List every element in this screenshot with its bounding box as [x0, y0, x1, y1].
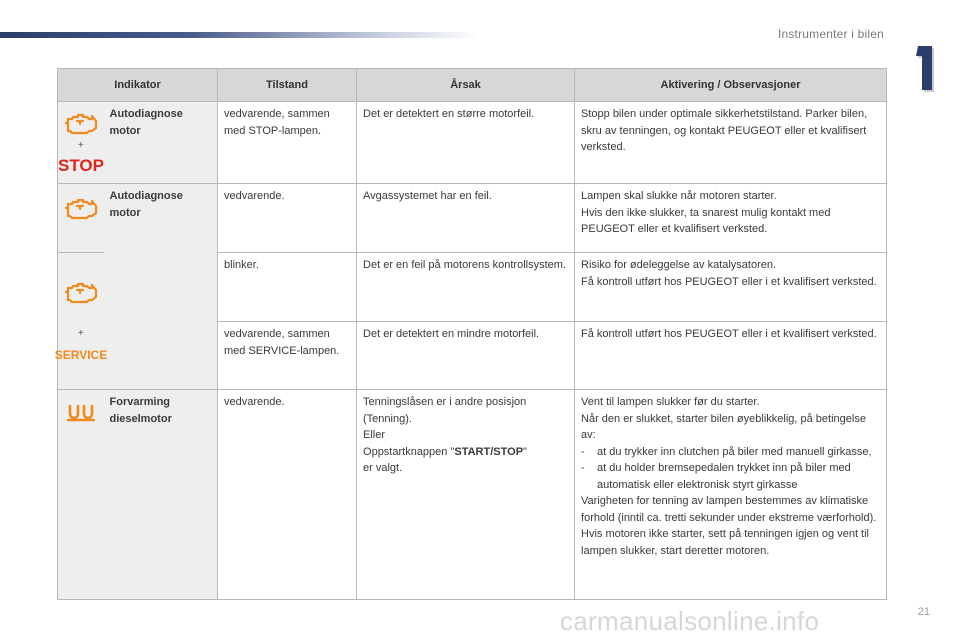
- preheat-coil-icon: [66, 404, 96, 422]
- table-row: [58, 184, 887, 253]
- indicator-icon-cell: [54, 253, 107, 390]
- action-line: Risiko for ødeleggelse av katalysatoren.: [581, 259, 777, 271]
- cause-line: er valgt.: [363, 462, 403, 474]
- list-item: [581, 460, 880, 493]
- action-line: Hvis den ikke slukker, ta snarest mulig kontakt med PEUGEOT eller et kvalifisert verksted.: [581, 206, 831, 235]
- chapter-number: [908, 44, 948, 92]
- cause-cell: Det er detektert en mindre motorfeil.: [357, 322, 575, 390]
- column-header-arsak: Årsak: [357, 69, 575, 102]
- action-line: Vent til lampen slukker før du starter.: [581, 396, 760, 408]
- indicator-name: Autodiagnose motor: [104, 184, 218, 390]
- action-line: Når den er slukket, starter bilen øyeblikkelig, på betingelse av:: [581, 412, 866, 441]
- action-line: Hvis motoren ikke starter, sett på tenningen igjen og vent til lampen slukker, start deretter motoren.: [581, 528, 870, 557]
- plus-sign: +: [77, 328, 84, 339]
- service-icon: [54, 346, 107, 362]
- indicator-name: Forvarming dieselmotor: [104, 390, 218, 600]
- table-header-row: [58, 69, 887, 102]
- action-cell: Få kontroll utført hos PEUGEOT eller i et kvalifisert verksted.: [575, 322, 887, 390]
- action-line: Lampen skal slukke når motoren starter.: [581, 190, 777, 202]
- stop-icon: [57, 155, 104, 175]
- list-item-text: at du trykker inn clutchen på biler med manuell girkasse,: [597, 445, 872, 458]
- cause-text: Oppstartknappen ": [363, 445, 455, 458]
- list-dash: -: [581, 462, 585, 474]
- list-dash: -: [581, 445, 585, 458]
- action-line: Varigheten for tenning av lampen bestemmes av klimatiske forhold (inntil ca. tretti sekunder under ekstreme værforhold).: [581, 495, 877, 524]
- column-header-aktivering: Aktivering / Observasjoner: [575, 69, 887, 102]
- action-line: Få kontroll utført hos PEUGEOT eller i et kvalifisert verksted.: [581, 275, 877, 288]
- start-stop-label: START/STOP: [454, 445, 524, 458]
- table-row: [58, 102, 887, 184]
- cause-line: [363, 444, 568, 461]
- action-cell: [575, 390, 887, 600]
- list-item-text: at du holder bremsepedalen trykket inn på biler med automatisk eller elektronisk styrt girkasse: [597, 462, 851, 491]
- page-number: 21: [917, 606, 930, 618]
- cause-cell: [357, 390, 575, 600]
- state-cell: blinker.: [218, 253, 357, 322]
- state-cell: vedvarende, sammen med STOP-lampen.: [218, 102, 357, 184]
- action-cell: [575, 253, 887, 322]
- engine-check-icon: [63, 196, 99, 222]
- indicator-icon-cell: [58, 390, 104, 600]
- column-header-indikator: Indikator: [58, 69, 218, 102]
- service-label: SERVICE: [54, 348, 107, 362]
- cause-line: Eller: [363, 429, 386, 441]
- indicator-icon-cell: [58, 102, 104, 184]
- action-cell: Stopp bilen under optimale sikkerhetstilstand. Parker bilen, skru av tenningen, og kontakt PEUGEOT eller et kvalifisert verksted.: [575, 102, 887, 184]
- stop-label: STOP: [57, 155, 104, 175]
- cause-text: ": [523, 445, 527, 458]
- state-cell: vedvarende.: [218, 184, 357, 253]
- section-title: Instrumenter i bilen: [777, 27, 884, 41]
- state-cell: vedvarende, sammen med SERVICE-lampen.: [218, 322, 357, 390]
- cause-cell: Det er detektert en større motorfeil.: [357, 102, 575, 184]
- indicator-name: Autodiagnose motor: [104, 102, 218, 184]
- table-row: [58, 390, 887, 600]
- warning-lamp-table: [54, 68, 887, 600]
- engine-check-icon: [63, 111, 99, 137]
- state-cell: vedvarende.: [218, 390, 357, 600]
- watermark: carmanualsonline.info: [560, 606, 820, 636]
- list-item: [581, 444, 880, 461]
- action-cell: [575, 184, 887, 253]
- engine-check-icon: [63, 280, 99, 306]
- header-accent-bar: [0, 32, 480, 38]
- cause-cell: Avgassystemet har en feil.: [357, 184, 575, 253]
- column-header-tilstand: Tilstand: [218, 69, 357, 102]
- cause-line: Tenningslåsen er i andre posisjon (Tenning).: [363, 396, 527, 425]
- plus-sign: +: [77, 139, 84, 151]
- indicator-icon-cell: [58, 184, 104, 253]
- cause-cell: Det er en feil på motorens kontrollsystem.: [357, 253, 575, 322]
